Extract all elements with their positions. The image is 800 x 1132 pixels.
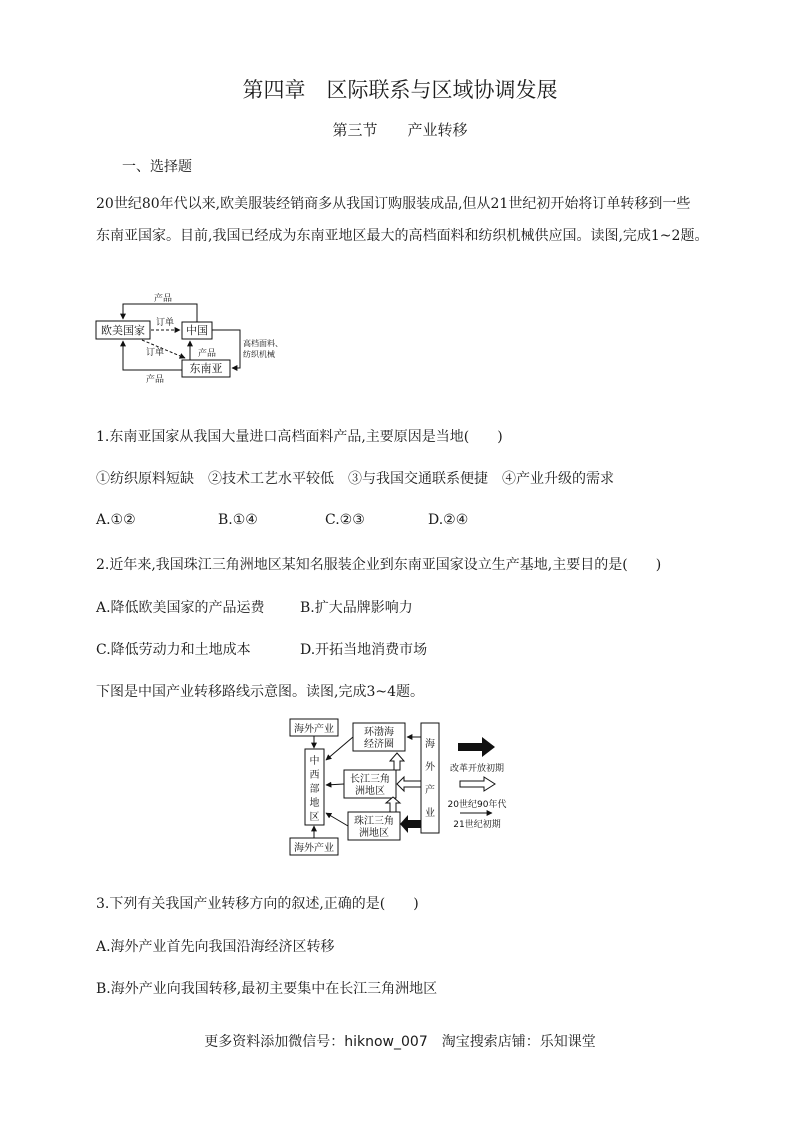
yangtze-line-1: 长江三角	[350, 774, 390, 785]
question-2-option-c: C.降低劳动力和土地成本	[96, 642, 251, 658]
label-product-mid: 产品	[198, 349, 217, 359]
central-west-char-5: 区	[309, 812, 320, 823]
legend-label-1990s: 20世纪90年代	[447, 800, 507, 810]
overseas-right-char-2: 外	[425, 762, 435, 773]
label-order-1: 订单	[156, 318, 175, 328]
question-1-items: ①纺织原料短缺 ②技术工艺水平较低 ③与我国交通联系便捷 ④产业升级的需求	[96, 471, 614, 487]
industry-transfer-diagram	[288, 715, 528, 860]
question-1-option-b: B.①④	[218, 512, 258, 528]
legend-label-21st: 21世纪初期	[453, 820, 501, 830]
central-west-char-3: 部	[309, 784, 320, 795]
intro-paragraph-2: 下图是中国产业转移路线示意图。读图,完成3~4题。	[96, 684, 424, 700]
question-2-option-b: B.扩大品牌影响力	[300, 600, 413, 616]
legend-hollow-arrow	[460, 777, 495, 791]
solid-arrow-left-pearl	[400, 815, 421, 833]
footer-note: 更多资料添加微信号：hiknow_007 淘宝搜索店铺：乐知课堂	[204, 1034, 596, 1050]
pearl-line-2: 洲地区	[359, 828, 389, 839]
legend-label-reform: 改革开放初期	[449, 764, 505, 774]
chapter-title: 第四章 区际联系与区域协调发展	[242, 78, 558, 102]
bohai-line-2: 经济圈	[364, 739, 394, 750]
question-2-stem: 2.近年来,我国珠江三角洲地区某知名服装企业到东南亚国家设立生产基地,主要目的是( )	[96, 557, 662, 573]
yangtze-line-2: 洲地区	[355, 786, 385, 797]
overseas-top-label: 海外产业	[294, 724, 334, 735]
question-3-stem: 3.下列有关我国产业转移方向的叙述,正确的是( )	[96, 896, 419, 912]
overseas-right-char-1: 海	[425, 739, 435, 750]
question-1-option-c: C.②③	[325, 512, 365, 528]
central-west-char-4: 地	[309, 798, 320, 809]
question-2-option-d: D.开拓当地消费市场	[300, 642, 428, 658]
question-3-option-a: A.海外产业首先向我国沿海经济区转移	[96, 939, 335, 955]
legend-solid-arrow	[458, 737, 495, 757]
intro-paragraph-line-1: 20世纪80年代以来,欧美服装经销商多从我国订购服装成品,但从21世纪初开始将订单转移到一些	[96, 196, 691, 212]
hollow-arrow-up-1	[386, 797, 400, 812]
note-fabric-line-1: 高档面料、	[243, 339, 283, 348]
trade-flow-diagram	[90, 290, 330, 390]
overseas-right-char-3: 产	[425, 785, 435, 796]
box-label-southeast-asia: 东南亚	[189, 362, 223, 375]
intro-paragraph-line-2: 东南亚国家。目前,我国已经成为东南亚地区最大的高档面料和纺织机械供应国。读图,完成1~2题。	[96, 228, 709, 244]
question-3-option-b: B.海外产业向我国转移,最初主要集中在长江三角洲地区	[96, 981, 438, 997]
part-heading: 一、选择题	[122, 159, 192, 175]
pearl-line-1: 珠江三角	[354, 816, 394, 827]
central-west-char-1: 中	[309, 756, 320, 767]
question-2-option-a: A.降低欧美国家的产品运费	[96, 600, 265, 616]
question-1-option-a: A.①②	[96, 512, 136, 528]
overseas-bottom-label: 海外产业	[294, 843, 334, 854]
label-product-bottom: 产品	[146, 375, 165, 385]
note-fabric-line-2: 纺织机械	[243, 350, 275, 359]
overseas-right-char-4: 业	[425, 808, 435, 819]
bohai-line-1: 环渤海	[364, 727, 394, 738]
hollow-arrow-left-yangtze	[397, 777, 421, 791]
box-label-europe-america: 欧美国家	[101, 324, 145, 337]
label-product-top: 产品	[154, 294, 173, 304]
box-label-china: 中国	[186, 324, 208, 337]
section-title: 第三节 产业转移	[332, 121, 468, 139]
central-west-char-2: 西	[309, 770, 320, 781]
question-1-stem: 1.东南亚国家从我国大量进口高档面料产品,主要原因是当地( )	[96, 429, 503, 445]
hollow-arrow-up-2	[390, 753, 404, 770]
question-1-option-d: D.②④	[428, 512, 469, 528]
label-order-2: 订单	[146, 348, 165, 358]
